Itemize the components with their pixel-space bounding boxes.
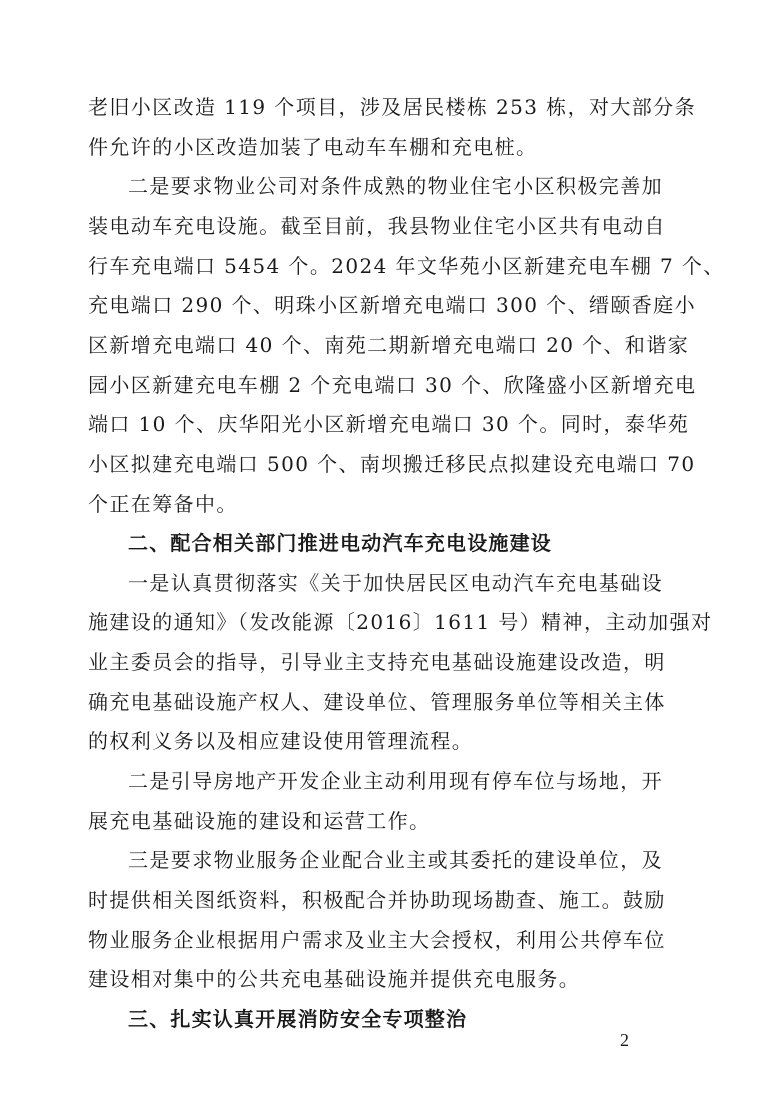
text-line: 园小区新建充电车棚 2 个充电端口 30 个、欣隆盛小区新增充电 <box>88 372 697 397</box>
text-line: 充电端口 290 个、明珠小区新增充电端口 300 个、缙颐香庭小 <box>88 293 696 318</box>
text-line: 区新增充电端口 40 个、南苑二期新增充电端口 20 个、和谐家 <box>88 332 690 357</box>
text-line: 装电动车充电设施。截至目前，我县物业住宅小区共有电动自 <box>88 213 666 238</box>
text-line: 物业服务企业根据用户需求及业主大会授权，利用公共停车位 <box>88 927 666 952</box>
text-line: 业主委员会的指导，引导业主支持充电基础设施建设改造，明 <box>88 650 666 675</box>
text-line: 建设相对集中的公共充电基础设施并提供充电服务。 <box>88 967 581 992</box>
section-heading: 三、扎实认真开展消防安全专项整治 <box>128 1007 468 1031</box>
text-line: 确充电基础设施产权人、建设单位、管理服务单位等相关主体 <box>88 689 666 714</box>
text-line: 小区拟建充电端口 500 个、南坝搬迁移民点拟建设充电端口 70 <box>88 451 696 476</box>
text-line: 二是要求物业公司对条件成熟的物业住宅小区积极完善加 <box>128 174 663 199</box>
text-line: 的权利义务以及相应建设使用管理流程。 <box>88 729 474 754</box>
text-line: 三是要求物业服务企业配合业主或其委托的建设单位，及 <box>128 848 663 873</box>
text-line: 个正在筹备中。 <box>88 491 238 516</box>
text-line: 行车充电端口 5454 个。2024 年文华苑小区新建充电车棚 7 个、 <box>88 253 725 278</box>
text-line: 端口 10 个、庆华阳光小区新增充电端口 30 个。同时，泰华苑 <box>88 412 690 437</box>
text-line: 一是认真贯彻落实《关于加快居民区电动汽车充电基础设 <box>128 570 663 595</box>
page-number: 2 <box>620 1030 629 1050</box>
text-line: 件允许的小区改造加装了电动车车棚和充电桩。 <box>88 134 538 159</box>
text-line: 老旧小区改造 119 个项目，涉及居民楼栋 253 栋，对大部分条 <box>88 95 696 119</box>
text-line: 施建设的通知》（发改能源〔2016〕1611 号）精神，主动加强对 <box>88 610 713 635</box>
text-line: 展充电基础设施的建设和运营工作。 <box>88 808 431 833</box>
text-line: 时提供相关图纸资料，积极配合并协助现场勘查、施工。鼓励 <box>88 888 666 913</box>
text-line: 二是引导房地产开发企业主动利用现有停车位与场地，开 <box>128 769 663 794</box>
section-heading: 二、配合相关部门推进电动汽车充电设施建设 <box>128 531 552 556</box>
